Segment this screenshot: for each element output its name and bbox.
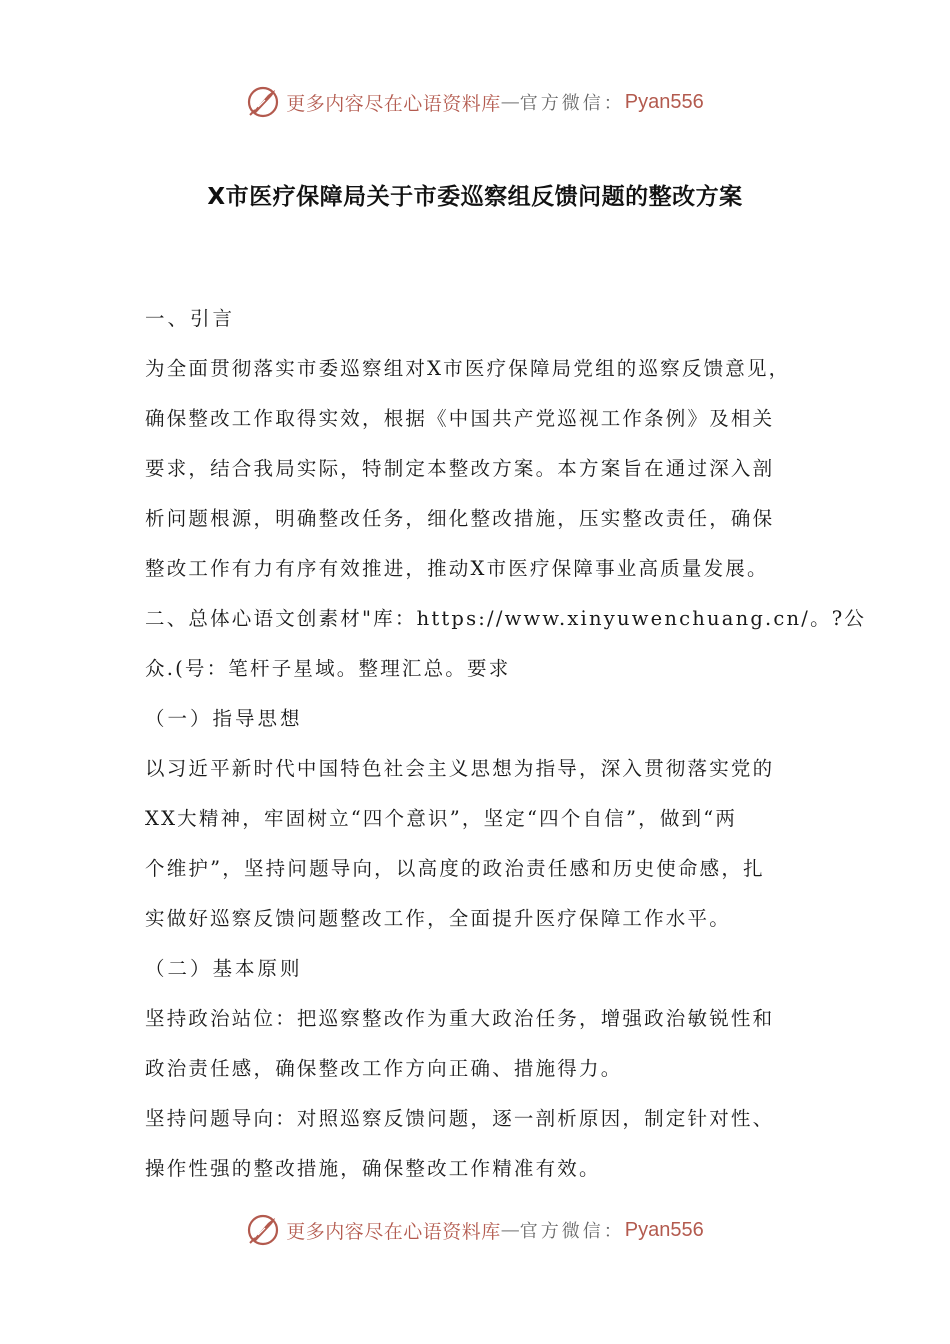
paragraph-line: 个维护”，坚持问题导向，以高度的政治责任感和历史使命感，扎 <box>145 857 765 880</box>
subsection-heading-guiding-thought: （一）指导思想 <box>145 707 303 730</box>
header-watermark-banner <box>0 80 950 124</box>
document-title: X市医疗保障局关于市委巡察组反馈问题的整改方案 <box>207 184 743 210</box>
paragraph-line: 以习近平新时代中国特色社会主义思想为指导，深入贯彻落实党的 <box>145 757 775 780</box>
banner-wechat-id: Pyan556 <box>624 1218 704 1241</box>
feather-pen-icon <box>246 1213 280 1247</box>
paragraph-line: 析问题根源，明确整改任务，细化整改措施，压实整改责任，确保 <box>145 507 775 530</box>
document-body <box>145 297 867 1197</box>
banner-wechat-label: 官方微信： <box>519 1221 625 1242</box>
footer-watermark-banner <box>0 1208 950 1252</box>
paragraph-line: 要求，结合我局实际，特制定本整改方案。本方案旨在通过深入剖 <box>145 457 775 480</box>
paragraph-line: 政治责任感，确保整改工作方向正确、措施得力。 <box>145 1057 623 1080</box>
banner-wechat-label: 官方微信： <box>519 93 625 114</box>
banner-wechat-id: Pyan556 <box>624 90 704 113</box>
paragraph-line: 众.(号：笔杆子星域。整理汇总。要求 <box>145 657 511 680</box>
banner-text: 更多内容尽在心语资料库 <box>286 92 501 115</box>
section-heading-intro: 一、引言 <box>145 307 236 330</box>
paragraph-line: 实做好巡察反馈问题整改工作，全面提升医疗保障工作水平。 <box>145 907 731 930</box>
paragraph-line: 整改工作有力有序有效推进，推动X市医疗保障事业高质量发展。 <box>145 557 769 580</box>
banner-text: 更多内容尽在心语资料库 <box>286 1220 501 1243</box>
feather-pen-icon <box>246 85 280 119</box>
paragraph-line: 坚持问题导向：对照巡察反馈问题，逐一剖析原因，制定针对性、 <box>145 1107 775 1130</box>
paragraph-line: 确保整改工作取得实效，根据《中国共产党巡视工作条例》及相关 <box>145 407 775 430</box>
section-heading-overall: 二、总体心语文创素材"库：https://www.xinyuwenchuang.cn/。?公 <box>145 607 867 630</box>
paragraph-line: XX大精神，牢固树立“四个意识”，坚定“四个自信”，做到“两 <box>145 807 738 830</box>
paragraph-line: 为全面贯彻落实市委巡察组对X市医疗保障局党组的巡察反馈意见， <box>145 357 791 380</box>
banner-dash: — <box>500 91 520 113</box>
subsection-heading-principles: （二）基本原则 <box>145 957 303 980</box>
paragraph-line: 操作性强的整改措施，确保整改工作精准有效。 <box>145 1157 601 1180</box>
paragraph-line: 坚持政治站位：把巡察整改作为重大政治任务，增强政治敏锐性和 <box>145 1007 775 1030</box>
banner-dash: — <box>500 1219 520 1241</box>
